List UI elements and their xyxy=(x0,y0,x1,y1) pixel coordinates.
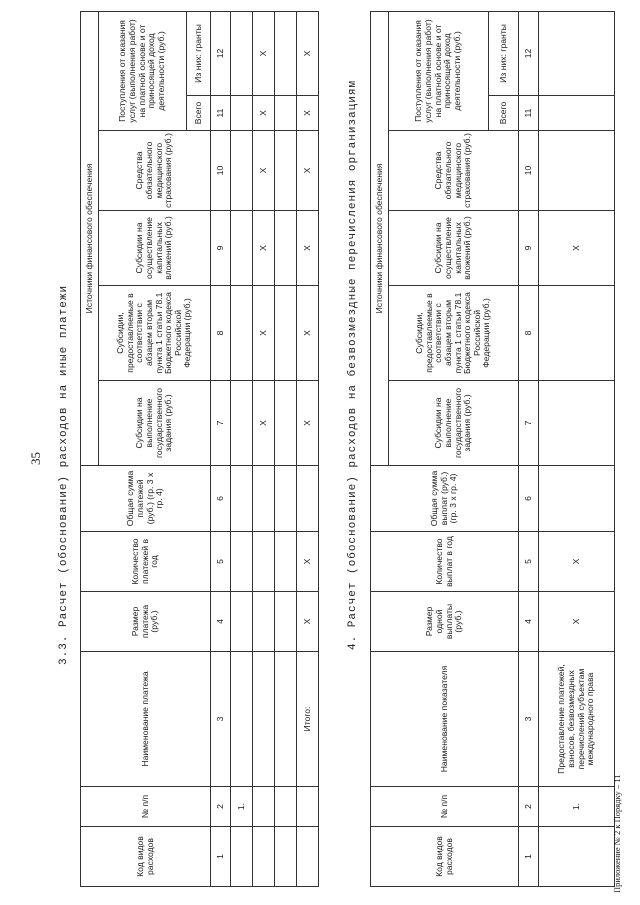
col-number: 4 xyxy=(211,592,231,652)
col-number: 10 xyxy=(211,131,231,211)
total-row: Итого: Х Х Х Х Х Х Х Х xyxy=(297,11,319,886)
col-number: 1 xyxy=(519,827,539,887)
header-num: № п/п xyxy=(371,787,519,827)
header-sub-kv: Субсидии на осуществление капитальных вложений (руб.) xyxy=(389,211,519,286)
table-row: 1. Предоставление платежей, взносов, безвозмездных перечислений субъектам международного права Х Х Х xyxy=(539,11,615,886)
col-number: 6 xyxy=(519,466,539,532)
header-num: № п/п xyxy=(81,787,211,827)
header-paid-total: Всего xyxy=(489,96,519,131)
col-number: 11 xyxy=(519,96,539,131)
col-number: 8 xyxy=(211,286,231,381)
header-sources: Источники финансового обеспечения xyxy=(371,11,389,465)
table-row: 1. xyxy=(231,11,253,886)
header-total: Общая сумма платежей (руб.) (гр. 3 х гр. 4) xyxy=(81,466,211,532)
header-paid: Поступления от оказания услуг (выполнения работ) на платной основе и от приносящей доход деятельности (руб.) xyxy=(99,11,187,130)
header-code: Код видов расходов xyxy=(371,827,519,887)
header-size: Размер одной выплаты (руб.) xyxy=(371,592,519,652)
header-count: Количество выплат в год xyxy=(371,532,519,592)
col-number: 11 xyxy=(211,96,231,131)
header-sub-781: Субсидии, предоставляемые в соответствии с абзацем вторым пункта 1 статьи 78.1 Бюджетного кодекса Российской Федерации (руб.) xyxy=(389,286,519,381)
header-paid-grants: Из них: гранты xyxy=(187,11,211,95)
header-sub-781: Субсидии, предоставляемые в соответствии с абзацем вторым пункта 1 статьи 78.1 Бюджетного кодекса Российской Федерации (руб.) xyxy=(99,286,211,381)
header-sub-gz: Субсидии на выполнение государственного задания (руб.) xyxy=(389,381,519,466)
page-number: 35 xyxy=(28,452,43,465)
header-name: Наименование платежа xyxy=(81,652,211,787)
section2-table xyxy=(370,11,615,887)
section1-table xyxy=(80,11,319,887)
col-number: 3 xyxy=(211,652,231,787)
header-paid: Поступления от оказания услуг (выполнения работ) на платной основе и от приносящей доход деятельности (руб.) xyxy=(389,11,489,130)
col-number: 6 xyxy=(211,466,231,532)
col-number: 3 xyxy=(519,652,539,787)
col-number: 9 xyxy=(519,211,539,286)
header-paid-grants: Из них: гранты xyxy=(489,11,519,95)
col-number: 5 xyxy=(211,532,231,592)
header-sub-kv: Субсидии на осуществление капитальных вложений (руб.) xyxy=(99,211,211,286)
header-name: Наименование показателя xyxy=(371,652,519,787)
header-paid-total: Всего xyxy=(187,96,211,131)
col-number: 7 xyxy=(519,381,539,466)
col-number: 12 xyxy=(519,11,539,95)
header-sub-gz: Субсидии на выполнение государственного задания (руб.) xyxy=(99,381,211,466)
table-row xyxy=(275,11,297,886)
col-number: 8 xyxy=(519,286,539,381)
header-count: Количество платежей в год xyxy=(81,532,211,592)
header-code: Код видов расходов xyxy=(81,827,211,887)
header-size: Размер платежа (руб.) xyxy=(81,592,211,652)
header-oms: Средства обязательного медицинского страхования (руб.) xyxy=(99,131,211,211)
col-number: 5 xyxy=(519,532,539,592)
col-number: 10 xyxy=(519,131,539,211)
header-sources: Источники финансового обеспечения xyxy=(81,11,99,465)
table-row: Х Х Х Х Х Х xyxy=(253,11,275,886)
col-number: 1 xyxy=(211,827,231,887)
col-number: 12 xyxy=(211,11,231,95)
col-number: 2 xyxy=(519,787,539,827)
col-number: 2 xyxy=(211,787,231,827)
header-total: Общая сумма выплат (руб.) (гр. 3 х гр. 4) xyxy=(371,466,519,532)
col-number: 4 xyxy=(519,592,539,652)
section1-title: 3.3. Расчет (обоснование) расходов на иные платежи xyxy=(58,284,70,665)
col-number: 9 xyxy=(211,211,231,286)
col-number: 7 xyxy=(211,381,231,466)
section2-title: 4. Расчет (обоснование) расходов на безвозмездные перечисления организациям xyxy=(347,79,359,650)
footer-note: Приложение № 2 к Порядку – 11 xyxy=(612,774,622,893)
header-oms: Средства обязательного медицинского страхования (руб.) xyxy=(389,131,519,211)
